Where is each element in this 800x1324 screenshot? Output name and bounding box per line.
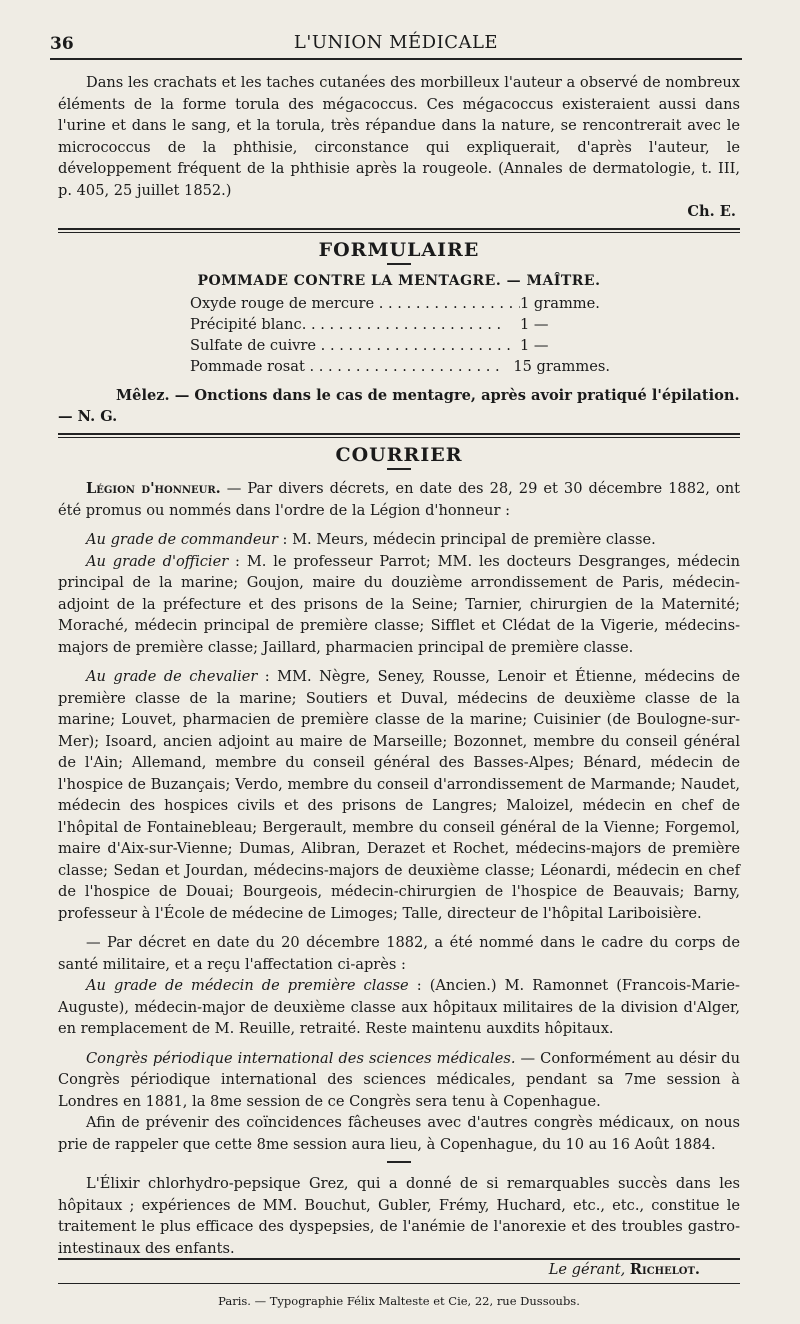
ingredient-qty: 1 —: [520, 316, 549, 333]
spacer: [58, 1040, 740, 1048]
gerant-line: [58, 1260, 740, 1280]
commandeur-paragraph: [58, 529, 740, 551]
congres-paragraph-2: Afin de prévenir des coïncidences fâcheuses avec d'autres congrès médicaux, on nous prie de rappeler que cette 8me session aura lieu, à Copenhague, du 10 au 16 Août 1884.: [58, 1114, 740, 1153]
ingredient-qty: 15 grammes.: [513, 358, 610, 375]
footer-rule-thin: [58, 1283, 740, 1284]
formula-title: POMMADE CONTRE LA MENTAGRE. — MAÎTRE.: [197, 273, 601, 289]
recipe-item: [190, 335, 610, 356]
chevalier-label: Au grade de chevalier: [86, 668, 258, 685]
medecin-label: Au grade de médecin de première classe: [86, 977, 409, 994]
recipe-list: [190, 293, 610, 377]
congres-label: Congrès périodique international des sciences médicales.: [86, 1049, 516, 1067]
heading-dash: [387, 263, 411, 265]
ingredient-name: Oxyde rouge de mercure . . .: [190, 293, 520, 314]
formulaire-heading: FORMULAIRE: [318, 239, 480, 261]
gerant-name: Richelot.: [629, 1261, 700, 1278]
ingredient-name: Pommade rosat . . .: [190, 356, 513, 377]
recipe-item: [190, 356, 610, 377]
section-rule: [58, 228, 740, 233]
section-rule: [58, 433, 740, 438]
page-content: [58, 72, 740, 1259]
legion-paragraph: [58, 478, 740, 521]
printer-line: Paris. — Typographie Félix Malteste et Cie, 22, rue Dussoubs.: [218, 1294, 580, 1308]
chevalier-paragraph: [58, 666, 740, 924]
running-title: L'UNION MÉDICALE: [293, 32, 499, 53]
intro-signature: Ch. E.: [687, 203, 736, 220]
spacer: [58, 924, 740, 932]
congres-text: — Conformément au désir du Congrès périodique international des sciences médicales, pendant sa 7me session à Londres en 1881, la 8me session de ce Congrès sera tenu à Copenhague.: [58, 1049, 740, 1110]
chevalier-text: : MM. Nègre, Seney, Rousse, Lenoir et Étienne, médecins de première classe de la marine; Soutiers et Duval, médecins de deuxième classe de la marine; Louvet, pharmacien de première classe de la marine; Cuisinier (de Boulogne-sur-Mer); Isoard, ancien adjoint au maire de Marseille; Bozonnet, membre du conseil général de l'Ain; Allemand, membre du conseil général des Basses-Alpes; Bénard, médecin de l'hospice de Buzançais; Verdo, membre du conseil d'arrondissement de Marmande; Naudet, médecin des hospices civils et des prisons de Langres; Maloizel, médecin en chef de l'hôpital de Fontainebleau; Bergerault, membre du conseil général de la Vienne; Forgemol, maire d'Aix-sur-Vienne; Dumas, Alibran, Derazet et Rochet, médecins-majors de première classe; Sedan et Jourdan, médecins-majors de deuxième classe; Léonardi, médecin en chef de l'hospice de Douai; Bourgeois, médecin-chirurgien de l'hospice de Beauvais; Barny, professeur à l'École de médecine de Limoges; Talle, directeur de l'hôpital Lariboisière.: [58, 668, 740, 922]
officier-text: : M. le professeur Parrot; MM. les docteurs Desgranges, médecin principal de la marine; Goujon, maire du douzième arrondissement de Paris, médecin-adjoint de la préfecture et des prisons de la Seine; Tarnier, chirurgien de la Maternité; Moraché, médecin principal de première classe; Sifflet et Clédat de la Vigerie, médecins-majors de première classe; Jaillard, pharmacien principal de première classe.: [58, 552, 740, 656]
intro-paragraph: Dans les crachats et les taches cutanées des morbilleux l'auteur a observé de nombreux éléments de la forme torula des mégacoccus. Ces mégacoccus existeraient aussi dans l'urine et dans le sang, et la torula, très répandue dans la nature, se rencontrerait avec le micrococcus de la phthisie, circonstance qui expliquerait, d'après l'auteur, le développement fréquent de la phthisie après la rougeole. (Annales de dermatologie, t. III, p. 405, 25 juillet 1852.): [58, 74, 740, 199]
separator-dash: [387, 1161, 411, 1163]
decret-paragraph: — Par décret en date du 20 décembre 1882, a été nommé dans le cadre du corps de santé militaire, et a reçu l'affectation ci-après :: [58, 934, 740, 973]
ingredient-name: Sulfate de cuivre . . .: [190, 335, 520, 356]
congres-paragraph: [58, 1048, 740, 1113]
running-header: [50, 28, 742, 58]
recipe-item: [190, 293, 610, 314]
commandeur-label: Au grade de commandeur: [86, 531, 278, 548]
courrier-heading: COURRIER: [335, 444, 463, 466]
ingredient-name: Précipité blanc. . . .: [190, 314, 520, 335]
commandeur-text: : M. Meurs, médecin principal de première classe.: [277, 531, 656, 548]
medecin-paragraph: [58, 975, 740, 1040]
spacer: [58, 658, 740, 666]
elixir-paragraph: L'Élixir chlorhydro-pepsique Grez, qui a donné de si remarquables succès dans les hôpitaux ; expériences de MM. Bouchut, Gubler, Frémy, Huchard, etc., etc., constitue le traitement le plus efficace des dyspepsies, de l'anémie de l'anorexie et des troubles gastro-intestinaux des enfants.: [58, 1175, 740, 1257]
legion-label: Légion d'honneur.: [86, 480, 221, 497]
heading-dash: [387, 468, 411, 470]
page-number: 36: [50, 34, 74, 54]
medecin-text: : (Ancien.) M. Ramonnet (Francois-Marie-Auguste), médecin-major de deuxième classe aux hôpitaux militaires de la division d'Alger, en remplacement de M. Reuille, retraité. Reste maintenu auxdits hôpitaux.: [58, 977, 740, 1037]
legion-text: — Par divers décrets, en date des 28, 29 et 30 décembre 1882, ont été promus ou nommés dans l'ordre de la Légion d'honneur :: [58, 480, 740, 519]
ingredient-qty: 1 —: [520, 337, 549, 354]
header-rule: [50, 58, 742, 60]
page-footer: [58, 1252, 740, 1308]
recipe-item: [190, 314, 610, 335]
formula-note: Mêlez. — Onctions dans le cas de mentagre, après avoir pratiqué l'épilation. — N. G.: [58, 387, 740, 425]
officier-label: Au grade d'officier: [86, 552, 229, 570]
ingredient-qty: 1 gramme.: [520, 295, 600, 312]
gerant-label: Le gérant,: [548, 1261, 626, 1278]
officier-paragraph: [58, 551, 740, 659]
spacer: [58, 521, 740, 529]
